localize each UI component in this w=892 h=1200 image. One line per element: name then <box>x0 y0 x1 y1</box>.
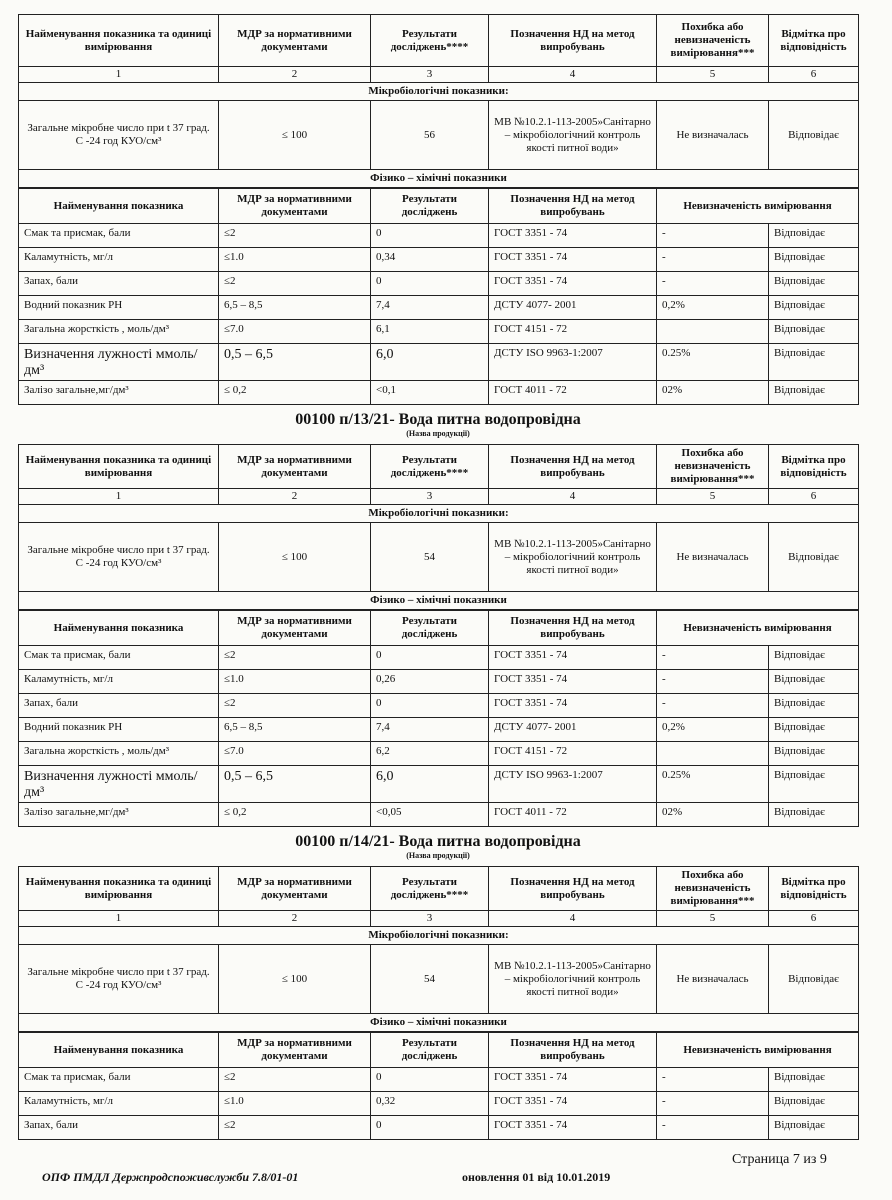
header-mdr: МДР за нормативними документами <box>219 445 371 489</box>
header-result: Результати досліджень**** <box>371 867 489 911</box>
header-method: Позначення НД на метод випробувань <box>489 867 657 911</box>
col-number: 5 <box>657 489 769 505</box>
phys-table-3 <box>18 1032 859 1140</box>
header-method: Позначення НД на метод випробувань <box>489 15 657 67</box>
micro-method: МВ №10.2.1-113-2005»Санітарно – мікробіологічний контроль якості питної води» <box>489 523 657 592</box>
header-name: Найменування показника <box>19 1033 219 1068</box>
indicator: Водний показник РН <box>19 718 219 742</box>
col-number: 3 <box>371 67 489 83</box>
micro-method: МВ №10.2.1-113-2005»Санітарно – мікробіологічний контроль якості питної води» <box>489 945 657 1014</box>
col-number: 4 <box>489 67 657 83</box>
method: ГОСТ 3351 - 74 <box>489 224 657 248</box>
result: 0,26 <box>371 670 489 694</box>
uncertainty: 0,2% <box>657 296 769 320</box>
uncertainty: 0.25% <box>657 344 769 381</box>
uncertainty: 0,2% <box>657 718 769 742</box>
micro-conformity: Відповідає <box>769 945 859 1014</box>
conformity: Відповідає <box>769 1068 859 1092</box>
micro-table-1 <box>18 14 859 188</box>
conformity: Відповідає <box>769 766 859 803</box>
uncertainty: - <box>657 272 769 296</box>
micro-method: МВ №10.2.1-113-2005»Санітарно – мікробіологічний контроль якості питної води» <box>489 101 657 170</box>
phys-table-2 <box>18 610 859 827</box>
uncertainty: - <box>657 1116 769 1140</box>
mdr: ≤2 <box>219 694 371 718</box>
header-conformity: Відмітка про відповідність <box>769 15 859 67</box>
section-phys: Фізико – хімічні показники <box>19 170 859 188</box>
report-page <box>18 14 858 1140</box>
header-uncertainty: Невизначеність вимірювання <box>657 1033 859 1068</box>
micro-mdr: ≤ 100 <box>219 101 371 170</box>
col-number: 4 <box>489 489 657 505</box>
col-number: 3 <box>371 489 489 505</box>
conformity: Відповідає <box>769 803 859 827</box>
mdr: ≤1.0 <box>219 1092 371 1116</box>
header-uncertainty: Похибка або невизначеність вимірювання*** <box>657 867 769 911</box>
header-mdr: МДР за нормативними документами <box>219 611 371 646</box>
method: ГОСТ 4151 - 72 <box>489 320 657 344</box>
header-name: Найменування показника <box>19 611 219 646</box>
uncertainty: 02% <box>657 381 769 405</box>
result: 0 <box>371 272 489 296</box>
indicator: Залізо загальне,мг/дм³ <box>19 803 219 827</box>
method: ДСТУ ISO 9963-1:2007 <box>489 344 657 381</box>
result: 0 <box>371 1068 489 1092</box>
uncertainty: - <box>657 1068 769 1092</box>
micro-table-3 <box>18 866 859 1032</box>
header-mdr: МДР за нормативними документами <box>219 15 371 67</box>
indicator: Загальна жорсткість , моль/дм³ <box>19 320 219 344</box>
col-number: 1 <box>19 911 219 927</box>
micro-result: 54 <box>371 523 489 592</box>
uncertainty <box>657 742 769 766</box>
header-name: Найменування показника та одиниці вимірювання <box>19 15 219 67</box>
mdr: 0,5 – 6,5 <box>219 766 371 803</box>
indicator: Смак та присмак, бали <box>19 1068 219 1092</box>
result: <0,05 <box>371 803 489 827</box>
mdr: ≤2 <box>219 646 371 670</box>
product-title: 00100 п/14/21- Вода питна водопровідна <box>295 833 581 850</box>
result: 0 <box>371 224 489 248</box>
method: ГОСТ 3351 - 74 <box>489 694 657 718</box>
col-number: 1 <box>19 67 219 83</box>
indicator: Каламутність, мг/л <box>19 248 219 272</box>
section-phys: Фізико – хімічні показники <box>19 592 859 610</box>
micro-indicator: Загальне мікробне число при t 37 град. С -24 год КУО/см³ <box>19 101 219 170</box>
result: 6,2 <box>371 742 489 766</box>
conformity: Відповідає <box>769 694 859 718</box>
result: 0,34 <box>371 248 489 272</box>
col-number: 2 <box>219 911 371 927</box>
uncertainty: - <box>657 1092 769 1116</box>
header-result: Результати досліджень <box>371 611 489 646</box>
footer-update: оновлення 01 від 10.01.2019 <box>462 1170 611 1184</box>
phys-table-1 <box>18 188 859 405</box>
footer-form-id: ОПФ ПМДЛ Держпродспоживслужби 7.8/01-01 <box>42 1170 299 1184</box>
method: ГОСТ 3351 - 74 <box>489 670 657 694</box>
method: ГОСТ 4151 - 72 <box>489 742 657 766</box>
header-name: Найменування показника та одиниці вимірювання <box>19 867 219 911</box>
indicator: Загальна жорсткість , моль/дм³ <box>19 742 219 766</box>
conformity: Відповідає <box>769 296 859 320</box>
indicator: Запах, бали <box>19 1116 219 1140</box>
conformity: Відповідає <box>769 718 859 742</box>
micro-conformity: Відповідає <box>769 101 859 170</box>
mdr: 6,5 – 8,5 <box>219 718 371 742</box>
conformity: Відповідає <box>769 381 859 405</box>
section-micro: Мікробіологічні показники: <box>19 83 859 101</box>
mdr: ≤1.0 <box>219 248 371 272</box>
header-uncertainty: Невизначеність вимірювання <box>657 611 859 646</box>
indicator: Визначення лужності ммоль/дм³ <box>19 766 219 803</box>
method: ГОСТ 3351 - 74 <box>489 1092 657 1116</box>
conformity: Відповідає <box>769 224 859 248</box>
uncertainty: 02% <box>657 803 769 827</box>
result: 6,1 <box>371 320 489 344</box>
uncertainty: - <box>657 670 769 694</box>
section-micro: Мікробіологічні показники: <box>19 505 859 523</box>
uncertainty: - <box>657 646 769 670</box>
conformity: Відповідає <box>769 646 859 670</box>
method: ГОСТ 3351 - 74 <box>489 1116 657 1140</box>
indicator: Залізо загальне,мг/дм³ <box>19 381 219 405</box>
product-title: 00100 п/13/21- Вода питна водопровідна <box>295 411 581 428</box>
mdr: ≤ 0,2 <box>219 803 371 827</box>
product-subtitle: (Назва продукції) <box>406 429 470 438</box>
micro-mdr: ≤ 100 <box>219 945 371 1014</box>
col-number: 5 <box>657 67 769 83</box>
result: 6,0 <box>371 766 489 803</box>
col-number: 3 <box>371 911 489 927</box>
uncertainty: - <box>657 248 769 272</box>
col-number: 1 <box>19 489 219 505</box>
result: 7,4 <box>371 296 489 320</box>
indicator: Смак та присмак, бали <box>19 646 219 670</box>
col-number: 5 <box>657 911 769 927</box>
indicator: Запах, бали <box>19 694 219 718</box>
micro-result: 54 <box>371 945 489 1014</box>
mdr: ≤1.0 <box>219 670 371 694</box>
header-method: Позначення НД на метод випробувань <box>489 611 657 646</box>
method: ГОСТ 3351 - 74 <box>489 1068 657 1092</box>
indicator: Водний показник РН <box>19 296 219 320</box>
method: ГОСТ 3351 - 74 <box>489 248 657 272</box>
section-micro: Мікробіологічні показники: <box>19 927 859 945</box>
header-method: Позначення НД на метод випробувань <box>489 445 657 489</box>
uncertainty <box>657 320 769 344</box>
micro-mdr: ≤ 100 <box>219 523 371 592</box>
mdr: ≤2 <box>219 272 371 296</box>
micro-uncertainty: Не визначалась <box>657 945 769 1014</box>
header-conformity: Відмітка про відповідність <box>769 867 859 911</box>
method: ДСТУ ISO 9963-1:2007 <box>489 766 657 803</box>
indicator: Каламутність, мг/л <box>19 670 219 694</box>
indicator: Запах, бали <box>19 272 219 296</box>
uncertainty: - <box>657 224 769 248</box>
method: ДСТУ 4077- 2001 <box>489 296 657 320</box>
header-mdr: МДР за нормативними документами <box>219 867 371 911</box>
result: 7,4 <box>371 718 489 742</box>
method: ГОСТ 3351 - 74 <box>489 272 657 296</box>
mdr: 6,5 – 8,5 <box>219 296 371 320</box>
mdr: ≤2 <box>219 224 371 248</box>
result: 0 <box>371 694 489 718</box>
col-number: 6 <box>769 489 859 505</box>
uncertainty: 0.25% <box>657 766 769 803</box>
col-number: 6 <box>769 67 859 83</box>
micro-result: 56 <box>371 101 489 170</box>
page-footer <box>42 1152 842 1185</box>
micro-uncertainty: Не визначалась <box>657 523 769 592</box>
uncertainty: - <box>657 694 769 718</box>
col-number: 2 <box>219 489 371 505</box>
method: ДСТУ 4077- 2001 <box>489 718 657 742</box>
conformity: Відповідає <box>769 344 859 381</box>
mdr: ≤2 <box>219 1068 371 1092</box>
header-result: Результати досліджень**** <box>371 15 489 67</box>
header-method: Позначення НД на метод випробувань <box>489 1033 657 1068</box>
header-result: Результати досліджень <box>371 189 489 224</box>
header-uncertainty: Похибка або невизначеність вимірювання*** <box>657 445 769 489</box>
section-phys: Фізико – хімічні показники <box>19 1014 859 1032</box>
conformity: Відповідає <box>769 272 859 296</box>
micro-table-2 <box>18 444 859 610</box>
conformity: Відповідає <box>769 1116 859 1140</box>
result: 0,32 <box>371 1092 489 1116</box>
mdr: ≤2 <box>219 1116 371 1140</box>
header-mdr: МДР за нормативними документами <box>219 1033 371 1068</box>
indicator: Каламутність, мг/л <box>19 1092 219 1116</box>
conformity: Відповідає <box>769 248 859 272</box>
col-number: 4 <box>489 911 657 927</box>
micro-indicator: Загальне мікробне число при t 37 град. С -24 год КУО/см³ <box>19 945 219 1014</box>
micro-conformity: Відповідає <box>769 523 859 592</box>
conformity: Відповідає <box>769 1092 859 1116</box>
header-uncertainty: Невизначеність вимірювання <box>657 189 859 224</box>
header-conformity: Відмітка про відповідність <box>769 445 859 489</box>
micro-uncertainty: Не визначалась <box>657 101 769 170</box>
conformity: Відповідає <box>769 320 859 344</box>
product-subtitle: (Назва продукції) <box>406 851 470 860</box>
result: <0,1 <box>371 381 489 405</box>
page-number: Страница 7 из 9 <box>732 1152 827 1167</box>
indicator: Визначення лужності ммоль/дм³ <box>19 344 219 381</box>
col-number: 6 <box>769 911 859 927</box>
mdr: ≤7.0 <box>219 320 371 344</box>
method: ГОСТ 4011 - 72 <box>489 803 657 827</box>
method: ГОСТ 4011 - 72 <box>489 381 657 405</box>
mdr: ≤ 0,2 <box>219 381 371 405</box>
header-mdr: МДР за нормативними документами <box>219 189 371 224</box>
col-number: 2 <box>219 67 371 83</box>
result: 6,0 <box>371 344 489 381</box>
conformity: Відповідає <box>769 742 859 766</box>
header-result: Результати досліджень <box>371 1033 489 1068</box>
micro-indicator: Загальне мікробне число при t 37 град. С -24 год КУО/см³ <box>19 523 219 592</box>
header-method: Позначення НД на метод випробувань <box>489 189 657 224</box>
indicator: Смак та присмак, бали <box>19 224 219 248</box>
mdr: ≤7.0 <box>219 742 371 766</box>
result: 0 <box>371 1116 489 1140</box>
method: ГОСТ 3351 - 74 <box>489 646 657 670</box>
header-result: Результати досліджень**** <box>371 445 489 489</box>
header-uncertainty: Похибка або невизначеність вимірювання*** <box>657 15 769 67</box>
result: 0 <box>371 646 489 670</box>
header-name: Найменування показника та одиниці вимірювання <box>19 445 219 489</box>
header-name: Найменування показника <box>19 189 219 224</box>
conformity: Відповідає <box>769 670 859 694</box>
mdr: 0,5 – 6,5 <box>219 344 371 381</box>
